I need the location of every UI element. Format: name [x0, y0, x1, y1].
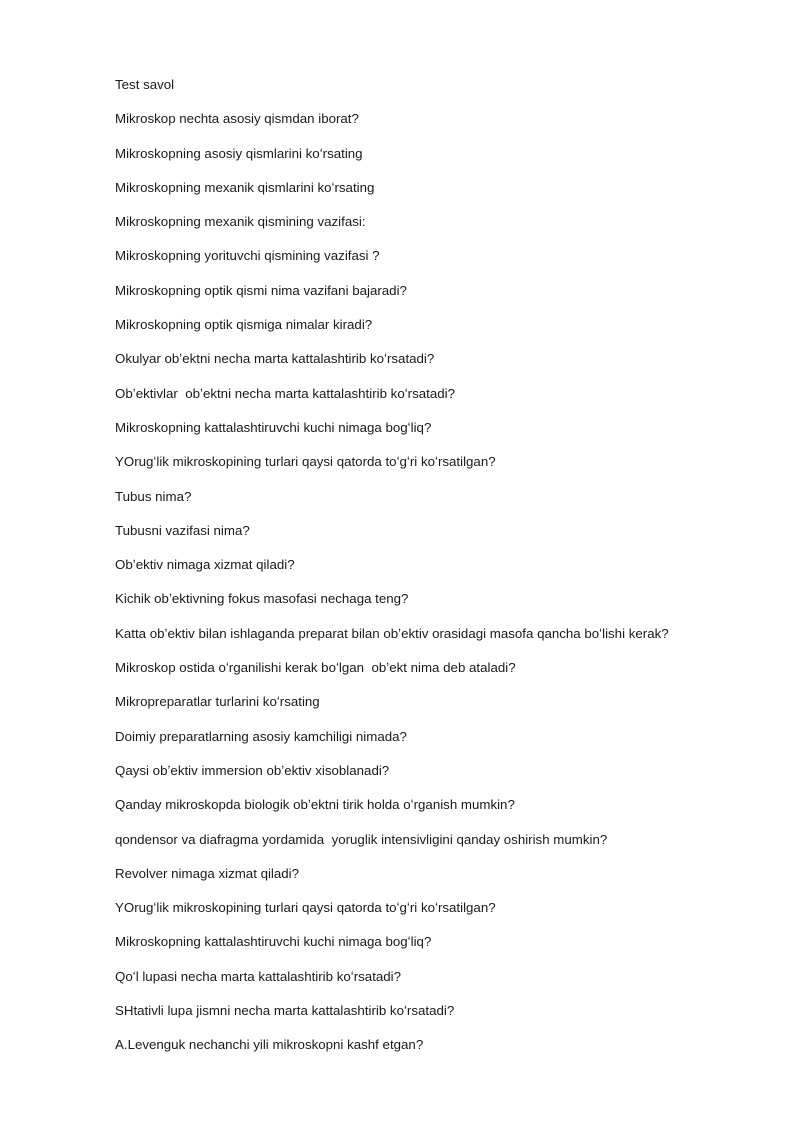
question-line: qondensor va diafragma yordamida yoruglik intensivligini qanday oshirish mumkin? — [115, 831, 608, 847]
question-line: YOrugʻlik mikroskopining turlari qaysi qatorda toʻgʻri koʻrsatilgan? — [115, 454, 496, 470]
question-line: Tubusni vazifasi nima? — [115, 522, 250, 538]
question-line: SHtativli lupa jismni necha marta kattalashtirib koʻrsatadi? — [115, 1003, 455, 1019]
question-line: Mikroskopning yorituvchi qismining vazifasi ? — [115, 248, 380, 264]
question-line: Katta obʼektiv bilan ishlaganda preparat bilan obʼektiv orasidagi masofa qancha boʻlishi kerak? — [115, 625, 669, 641]
question-line: Doimiy preparatlarning asosiy kamchiligi nimada? — [115, 728, 407, 744]
question-line: Mikroskop nechta asosiy qismdan iborat? — [115, 111, 359, 127]
question-line: Mikroskop ostida oʻrganilishi kerak boʻlgan obʼekt nima deb ataladi? — [115, 660, 516, 676]
question-line: Mikroskopning optik qismiga nimalar kiradi? — [115, 317, 373, 333]
question-line: Okulyar obʼektni necha marta kattalashtirib koʻrsatadi? — [115, 351, 435, 367]
question-line: Mikropreparatlar turlarini koʻrsating — [115, 694, 320, 710]
question-line: Mikroskopning mexanik qismlarini koʻrsating — [115, 179, 375, 195]
question-line: Kichik obʼektivning fokus masofasi nechaga teng? — [115, 591, 409, 607]
document-body — [115, 75, 775, 1070]
question-line: Revolver nimaga xizmat qiladi? — [115, 865, 300, 881]
question-line: Mikroskopning kattalashtiruvchi kuchi nimaga bogʻliq? — [115, 934, 432, 950]
question-line: Qanday mikroskopda biologik obʼektni tirik holda oʻrganish mumkin? — [115, 797, 515, 813]
question-line: Qaysi obʼektiv immersion obʼektiv xisoblanadi? — [115, 762, 390, 778]
question-line: YOrugʻlik mikroskopining turlari qaysi qatorda toʻgʻri koʻrsatilgan? — [115, 900, 496, 916]
question-line: Qoʻl lupasi necha marta kattalashtirib koʻrsatadi? — [115, 968, 402, 984]
question-line: Obʼektivlar obʼektni necha marta kattalashtirib koʻrsatadi? — [115, 385, 455, 401]
question-line: Mikroskopning kattalashtiruvchi kuchi nimaga bogʻliq? — [115, 419, 432, 435]
document-title: Test savol — [115, 77, 175, 92]
question-line: Tubus nima? — [115, 488, 192, 504]
question-line: Mikroskopning asosiy qismlarini koʻrsating — [115, 145, 363, 161]
question-line: A.Levenguk nechanchi yili mikroskopni kashf etgan? — [115, 1037, 424, 1053]
question-line: Obʼektiv nimaga xizmat qiladi? — [115, 557, 295, 573]
question-line: Mikroskopning mexanik qismining vazifasi: — [115, 214, 366, 230]
question-line: Mikroskopning optik qismi nima vazifani bajaradi? — [115, 282, 407, 298]
